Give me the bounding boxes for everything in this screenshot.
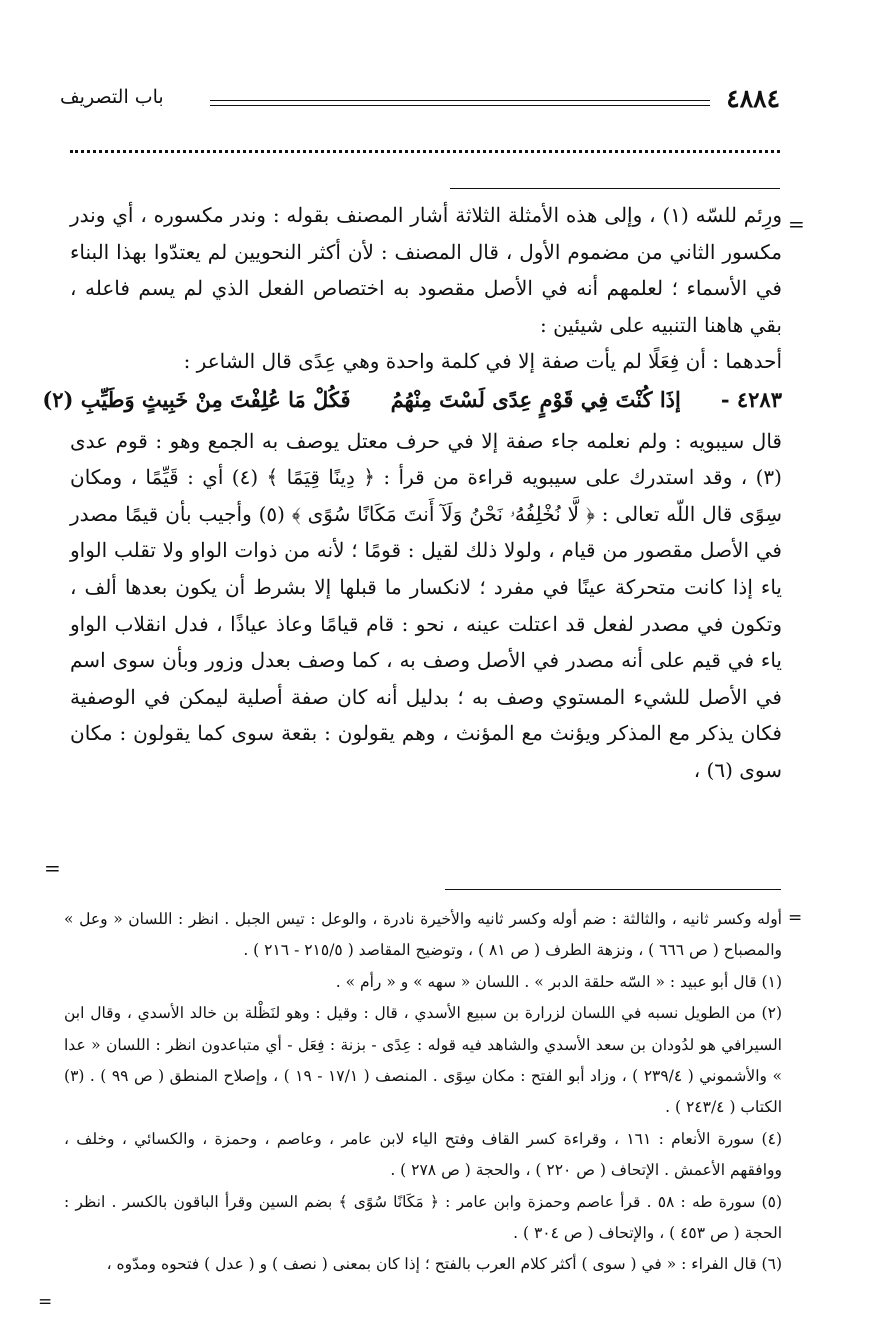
paragraph-3: قال سيبويه : ولم نعلمه جاء صفة إلا في حرف معتل يوصف به الجمع وهو : قوم عدى (٣) ، وقد استدرك على سيبويه قراءة من قرأ : ﴿ دِينًا قِيَمًا ﴾ (٤) أي : قَيِّمًا ، ومكان سِوًى قال اللّه تعالى : ﴿ لَّا نُخْلِفُهُۥ نَحْنُ وَلَآ أَنتَ مَكَانًا سُوًى ﴾ (٥) وأجيب بأن قيمًا مصدر في الأصل مقصور من قيام ، ولولا ذلك لقيل : قومًا ؛ لأنه من ذوات الواو ولا تقلب الواو ياء إذا كانت متحركة عينًا في مفرد ؛ لانكسار ما قبلها إلا بشرط أن يكون بعدها ألف ، وتكون في مصدر لفعل قد اعتلت عينه ، نحو : قام قيامًا وعاذ عياذًا ، فدل انقلاب الواو ياء في قيم على أنه مصدر في الأصل وصف به ، كما وصف بعدل وزور وبأن سوى اسم في الأصل للشيء المستوي وصف به ؛ بدليل أنه كان صفة أصلية ليمكن في الوصفية فكان يذكر مع المذكر ويؤنث مع المؤنث ، وهم يقولون : بقعة سوى كما يقولون : مكان سوى (٦) ، [70, 428, 782, 782]
dotted-separator [70, 150, 780, 173]
continuation-mark-top: = [788, 212, 805, 236]
poetry-verse [42, 382, 782, 419]
chapter-title: باب التصريف [60, 86, 164, 108]
page-number: ٤٨٨٤ [726, 84, 780, 113]
running-header [60, 82, 780, 122]
footnote-2-3: (٢) من الطويل نسبه في اللسان لزرارة بن سبيع الأسدي ، قال : وقيل : وهو لنَظْلة بن خالد الأسدي ، وقال ابن السيرافي هو لدُودان بن سعد الأسدي والشاهد فيه قوله : عِدًى - بزنة : فِعَل - أي متباعدون انظر : اللسان « عدا » والأشموني ( ٢٣٩/٤ ) ، وزاد أبو الفتح : مكان سِوًى . المنصف ( ١٧/١ - ١٩ ) ، وإصلاح المنطق ( ص ٩٩ ) . (٣) الكتاب ( ٢٤٣/٤ ) . [64, 1004, 782, 1117]
paragraph-1: ورِئم للسّه (١) ، وإلى هذه الأمثلة الثلاثة أشار المصنف بقوله : وندر مكسوره ، أي وندر مكسور الثاني من مضموم الأول ، قال المصنف : لأن أكثر النحويين لم يعتدّوا بهذا البناء في الأسماء ؛ لعلمهم أنه في الأصل مقصود به اختصاص الفعل الذي لم يسم فاعله ، بقي هاهنا التنبيه على شيئين : [70, 203, 783, 337]
paragraph-2: أحدهما : أن فِعَلًا لم يأت صفة إلا في كلمة واحدة وهي عِدًى قال الشاعر : [183, 349, 782, 374]
footnote-continuation-mark-bottom: = [38, 1292, 53, 1312]
footnote-rule [445, 889, 781, 890]
footnote-continued: أوله وكسر ثانيه ، والثالثة : ضم أوله وكسر ثانيه والأخيرة نادرة ، والوعل : تيس الجبل . انظر : اللسان « وعل » والمصباح ( ص ٦٦٦ ) ، ونزهة الطرف ( ص ٨١ ) ، وتوضيح المقاصد ( ٢١٥/٥ - ٢١٦ ) . [64, 910, 782, 960]
continuation-mark-bottom: = [44, 856, 61, 880]
verse-second-hemistich: فَكُلْ مَا عُلِفْتَ مِنْ خَبِيثٍ وَطَيِّبِ (٢) [42, 386, 351, 412]
main-text [42, 197, 783, 789]
footnote-4: (٤) سورة الأنعام : ١٦١ ، وقراءة كسر القاف وفتح الياء لابن عامر ، وعاصم ، وحمزة ، والكسائي ، وخلف ، ووافقهم الأعمش . الإتحاف ( ص ٢٢٠ ) ، والحجة ( ص ٢٧٨ ) . [64, 1129, 782, 1180]
header-double-rule [210, 100, 710, 106]
verse-number: ٤٢٨٣ - [720, 386, 782, 412]
footnote-5: (٥) سورة طه : ٥٨ . قرأ عاصم وحمزة وابن عامر : ﴿ مَكَانًا سُوًى ﴾ بضم السين وقرأ الباقون بالكسر . انظر : الحجة ( ص ٤٥٣ ) ، والإتحاف ( ص ٣٠٤ ) . [64, 1192, 782, 1243]
footnote-6: (٦) قال الفراء : « في ( سوى ) أكثر كلام العرب بالفتح ؛ إذا كان بمعنى ( نصف ) و ( عدل ) فتحوه ومدّوه ، [106, 1255, 782, 1274]
top-rule [450, 188, 780, 189]
footnotes [64, 904, 782, 1281]
verse-first-hemistich: إذَا كُنْتَ فِي قَوْمٍ عِدًى لَسْتَ مِنْهُمُ [390, 386, 681, 412]
footnote-1: (١) قال أبو عبيد : « السّه حلقة الدبر » . اللسان « سهه » و « رأم » . [335, 972, 782, 991]
footnote-continuation-mark-top: = [788, 908, 803, 928]
